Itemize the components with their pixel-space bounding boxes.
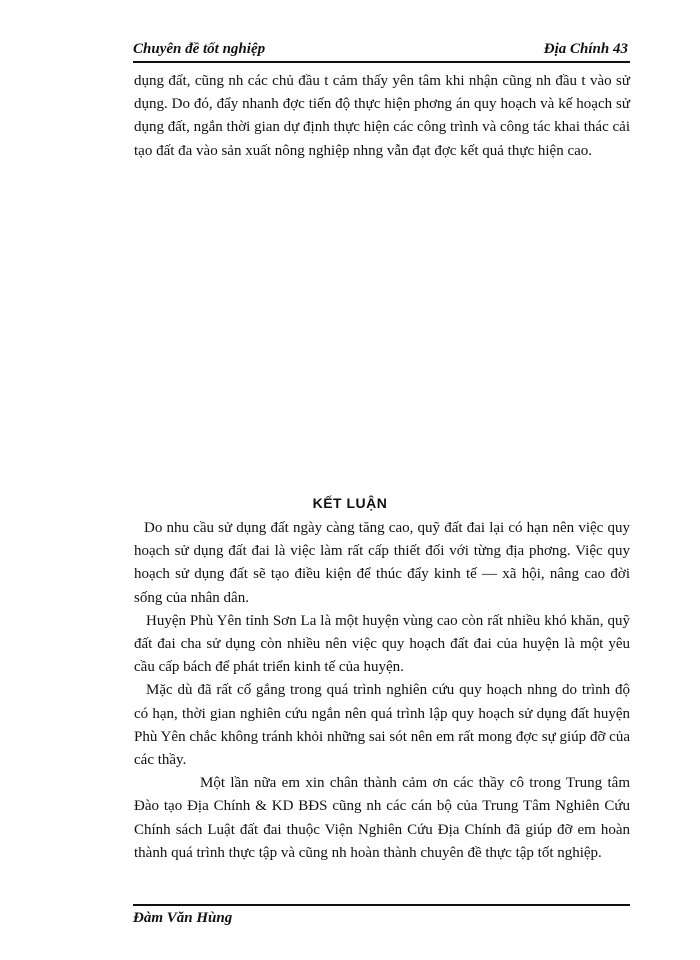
intro-paragraph: dụng đất, cũng nh các chủ đầu t cảm thấy yên tâm khi nhận cũng nh đầu t vào sử dụng. Do đó, đẩy nhanh đợc tiến độ thực hiện phơng án quy hoạch và kế hoạch sử dụng đất, ngắn thời gian dự định thực hiện các công trình và công tác khai thác cải tạo đất đa vào sản xuất nông nghiệp nhng vẫn đạt đợc kết quả thực hiện cao. [134,73,630,159]
header-title: Chuyên đề tốt nghiệp [133,41,266,57]
conclusion-section [134,517,630,865]
conclusion-paragraph-1: Do nhu cầu sử dụng đất ngày càng tăng cao, quỹ đất đai lại có hạn nên việc quy hoạch sử dụng đất đai là việc làm rất cấp thiết đối với từng địa phơng. Việc quy hoạch sử dụng đất sẽ tạo điều kiện để thúc đẩy kinh tế — xã hội, nâng cao đời sống của nhân dân. [134,520,630,606]
intro-section [134,70,630,163]
conclusion-title: KẾT LUẬN [312,495,388,511]
header-department: Địa Chính 43 [543,41,628,57]
conclusion-paragraph-2: Huyện Phù Yên tỉnh Sơn La là một huyện vùng cao còn rất nhiều khó khăn, quỹ đất đai cha sử dụng còn nhiều nên việc quy hoạch đất đai của huyện là một yêu cầu cấp bách để phát triển kinh tế của huyện. [134,612,630,676]
conclusion-paragraph-3: Mặc dù đã rất cố gắng trong quá trình nghiên cứu quy hoạch nhng do trình độ có hạn, thời gian nghiên cứu ngắn nên quá trình lập quy hoạch sử dụng đất huyện Phù Yên chắc không tránh khỏi những sai sót nên em rất mong đợc sự giúp đỡ của các thầy. [134,682,630,769]
page-footer [133,904,630,927]
footer-author: Đàm Văn Hùng [133,910,233,926]
conclusion-paragraph-4: Một lần nữa em xin chân thành cảm ơn các thầy cô trong Trung tâm Đào tạo Địa Chính & KD BĐS cũng nh các cán bộ của Trung Tâm Nghiên Cứu Chính sách Luật đất đai thuộc Viện Nghiên Cứu Địa Chính đã giúp đỡ em hoàn thành quá trình thực tập và cũng nh hoàn thành chuyên đề thực tập tốt nghiệp. [134,775,630,861]
page-header [133,39,630,63]
